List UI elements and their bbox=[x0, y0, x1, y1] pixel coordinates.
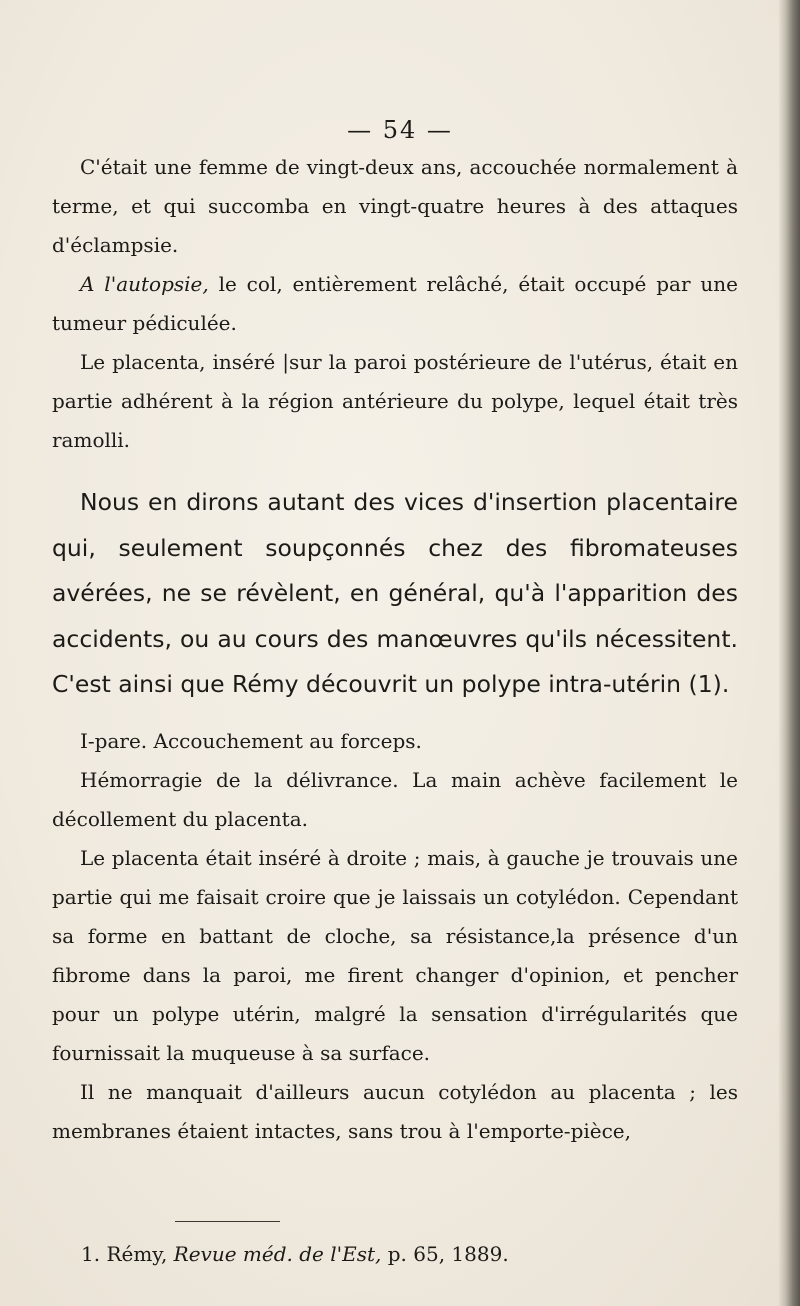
footnote-divider bbox=[175, 1221, 280, 1222]
paragraph: Le placenta était inséré à droite ; mais, à gauche je trouvais une partie qui me faisait croire que je laissais un cotylédon. Cependant sa forme en battant de cloche, sa résistance,la présence d'un fibrome dans la paroi, me firent changer d'opinion, et pencher pour un polype utérin, malgré la sensation d'irrégularités que fournissait la muqueuse à sa surface. bbox=[52, 846, 738, 1065]
text-block-main-argument bbox=[52, 480, 738, 708]
footnote bbox=[81, 1242, 509, 1266]
paragraph: Il ne manquait d'ailleurs aucun cotylédon au placenta ; les membranes étaient intactes, sans trou à l'emporte-pièce, bbox=[52, 1080, 738, 1143]
page-number: — 54 — bbox=[347, 116, 453, 144]
text-block-observation bbox=[52, 722, 738, 1151]
paragraph bbox=[52, 265, 738, 343]
page-edge-shadow bbox=[778, 0, 800, 1306]
footnote-journal: Revue méd. de l'Est, bbox=[173, 1242, 382, 1266]
paragraph-large-type: Nous en dirons autant des vices d'insertion placentaire qui, seulement soupçonnés chez des fibromateuses avérées, ne se révèlent, en général, qu'à l'apparition des accidents, ou au cours des manœuvres qu'ils nécessitent. C'est ainsi que Rémy découvrit un polype intra-utérin (1). bbox=[52, 488, 738, 698]
italic-phrase: A l'autopsie, bbox=[80, 272, 209, 296]
paragraph: Le placenta, inséré |sur la paroi postérieure de l'utérus, était en partie adhérent à la région antérieure du polype, lequel était très ramolli. bbox=[52, 350, 738, 452]
footnote-suffix: p. 65, 1889. bbox=[381, 1242, 509, 1266]
paragraph: I-pare. Accouchement au forceps. bbox=[80, 729, 422, 753]
paragraph: C'était une femme de vingt-deux ans, accouchée normalement à terme, et qui succomba en vingt-quatre heures à des attaques d'éclampsie. bbox=[52, 155, 738, 257]
text-block-case-description bbox=[52, 148, 738, 460]
paragraph-text: le col, entièrement relâché, était occupé par une tumeur pédiculée. bbox=[52, 272, 738, 335]
footnote-prefix: 1. Rémy, bbox=[81, 1242, 174, 1266]
paragraph: Hémorragie de la délivrance. La main achève facilement le décollement du placenta. bbox=[52, 768, 738, 831]
